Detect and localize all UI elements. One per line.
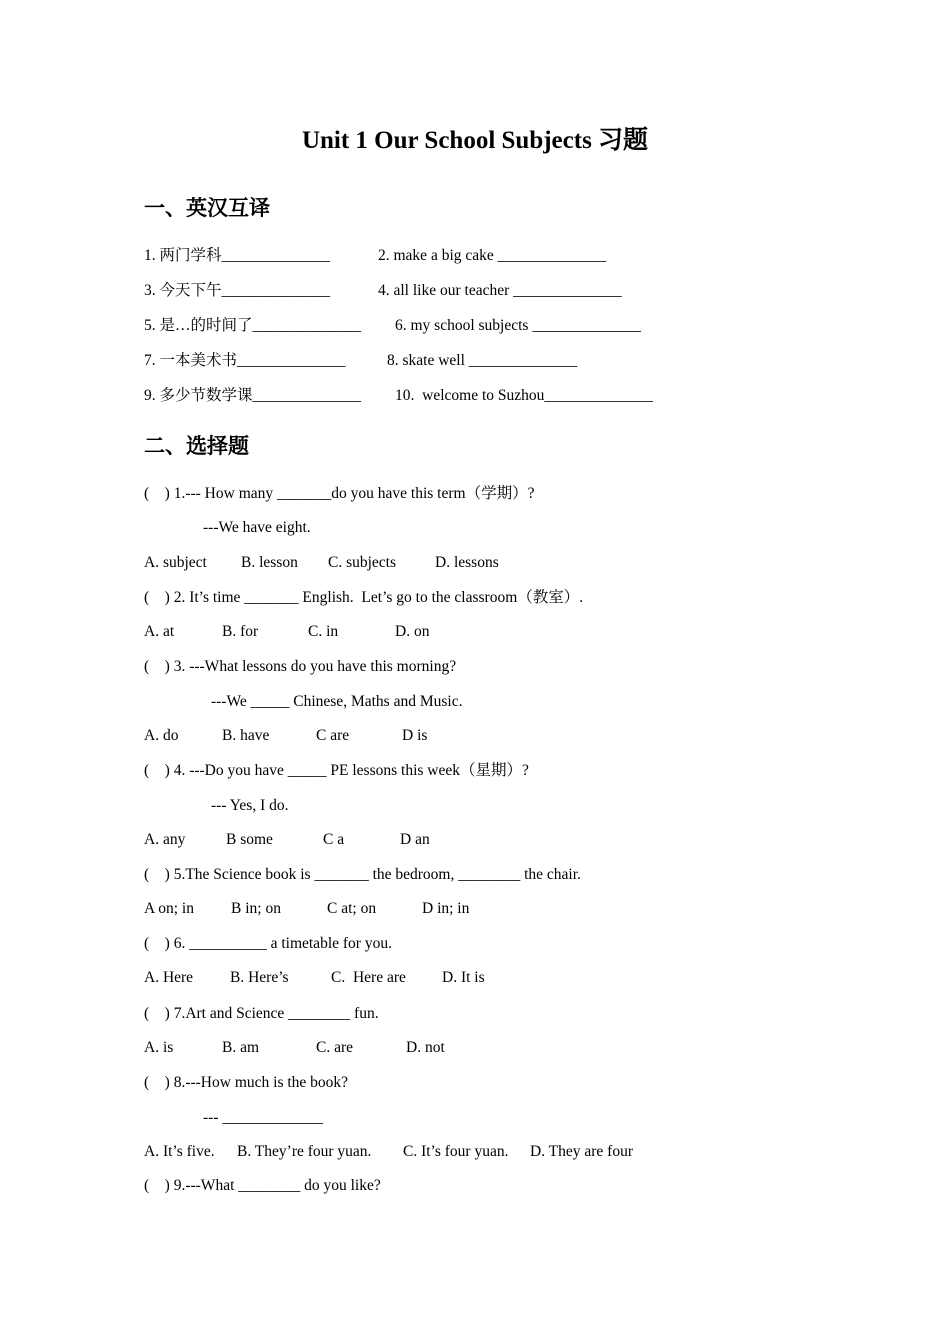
option: D. not — [406, 1039, 445, 1056]
translation-item: 5. 是…的时间了______________ — [144, 317, 362, 334]
translation-item: 6. my school subjects ______________ — [395, 317, 641, 334]
option: C. in — [308, 623, 339, 640]
question-reply: ---We have eight. — [203, 519, 311, 536]
option: D is — [402, 727, 428, 744]
option: A. at — [144, 623, 175, 640]
option: A. It’s five. — [144, 1143, 215, 1160]
question-reply: ---We _____ Chinese, Maths and Music. — [211, 693, 463, 710]
translation-item: 3. 今天下午______________ — [144, 282, 331, 299]
section-heading-choice: 二、选择题 — [144, 434, 249, 458]
question-stem: ( ) 8.---How much is the book? — [144, 1074, 349, 1091]
section-heading-translation: 一、英汉互译 — [144, 196, 270, 220]
option: C a — [323, 831, 345, 848]
question-stem: ( ) 6. __________ a timetable for you. — [144, 935, 392, 952]
translation-item: 9. 多少节数学课______________ — [144, 387, 362, 404]
question-stem: ( ) 9.---What ________ do you like? — [144, 1177, 381, 1194]
option: B. for — [222, 623, 259, 640]
question-stem: ( ) 1.--- How many _______do you have this term（学期）? — [144, 485, 535, 502]
option: B. have — [222, 727, 270, 744]
option: A. is — [144, 1039, 174, 1056]
question-stem: ( ) 7.Art and Science ________ fun. — [144, 1005, 379, 1022]
option: A on; in — [144, 900, 194, 917]
option: D. It is — [442, 969, 485, 986]
option: C. It’s four yuan. — [403, 1143, 509, 1160]
translation-item: 4. all like our teacher ______________ — [378, 282, 622, 299]
option: B. am — [222, 1039, 260, 1056]
translation-item: 2. make a big cake ______________ — [378, 247, 607, 264]
option: B some — [226, 831, 273, 848]
option: B. lesson — [241, 554, 298, 571]
option: B. They’re four yuan. — [237, 1143, 372, 1160]
option: A. do — [144, 727, 179, 744]
option: D. They are four — [530, 1143, 634, 1160]
option: D. on — [395, 623, 430, 640]
question-reply: --- Yes, I do. — [211, 797, 289, 814]
option: A. subject — [144, 554, 207, 571]
option: C. Here are — [331, 969, 406, 986]
option: D in; in — [422, 900, 470, 917]
option: C are — [316, 727, 350, 744]
option: A. Here — [144, 969, 194, 986]
option: B in; on — [231, 900, 281, 917]
question-stem: ( ) 2. It’s time _______ English. Let’s go to the classroom（教室）. — [144, 589, 584, 606]
translation-item: 1. 两门学科______________ — [144, 247, 331, 264]
question-stem: ( ) 5.The Science book is _______ the bedroom, ________ the chair. — [144, 866, 581, 883]
question-stem: ( ) 3. ---What lessons do you have this morning? — [144, 658, 457, 675]
option: D. lessons — [435, 554, 499, 571]
option: C at; on — [327, 900, 377, 917]
translation-item: 10. welcome to Suzhou______________ — [395, 387, 653, 404]
question-reply: --- _____________ — [203, 1109, 324, 1126]
option: C. are — [316, 1039, 354, 1056]
translation-item: 8. skate well ______________ — [387, 352, 578, 369]
option: C. subjects — [328, 554, 397, 571]
option: D an — [400, 831, 430, 848]
option: B. Here’s — [230, 969, 289, 986]
translation-item: 7. 一本美术书______________ — [144, 352, 346, 369]
option: A. any — [144, 831, 186, 848]
page-title: Unit 1 Our School Subjects 习题 — [301, 127, 649, 154]
question-stem: ( ) 4. ---Do you have _____ PE lessons this week（星期）? — [144, 762, 529, 779]
